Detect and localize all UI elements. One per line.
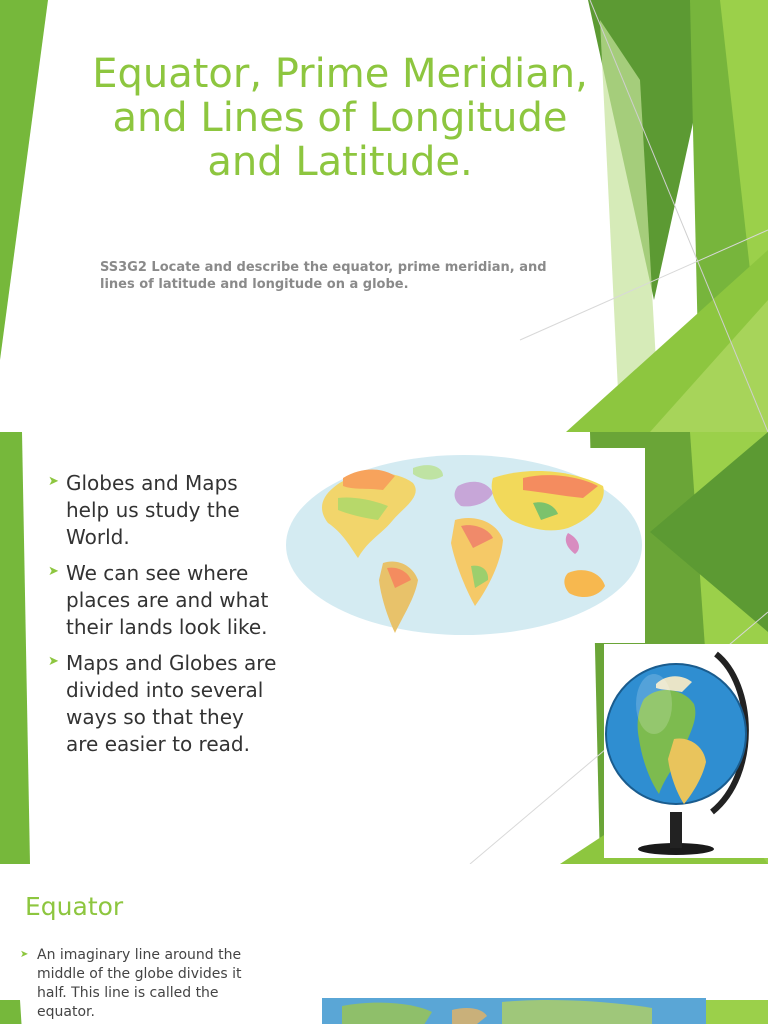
bullet-list [20, 946, 268, 1022]
arrow-bullet-icon: ➤ [48, 654, 59, 669]
list-item: ➤ Globes and Maps help us study the World. [48, 471, 240, 549]
slide-title: Equator [25, 892, 124, 921]
globe-image [604, 644, 768, 858]
world-map-image [283, 448, 645, 643]
arrow-bullet-icon: ➤ [48, 564, 59, 579]
world-map-image [322, 998, 706, 1024]
globes-maps-slide [0, 432, 768, 864]
list-item: ➤ An imaginary line around the middle of the globe divides it half. This line is called the equator. [20, 947, 242, 1020]
arrow-bullet-icon: ➤ [20, 949, 29, 960]
arrow-bullet-icon: ➤ [48, 474, 59, 489]
slide-subtitle: SS3G2 Locate and describe the equator, prime meridian, and lines of latitude and longitude on a globe. [100, 260, 547, 292]
list-item: ➤ Maps and Globes are divided into several ways so that they are easier to read. [48, 651, 277, 756]
slide-title: Equator, Prime Meridian, and Lines of Longitude and Latitude. [92, 51, 588, 185]
equator-slide [0, 864, 768, 1024]
list-item: ➤ We can see where places are and what their lands look like. [48, 561, 269, 639]
title-slide [0, 0, 768, 432]
bullet-list [48, 470, 280, 767]
